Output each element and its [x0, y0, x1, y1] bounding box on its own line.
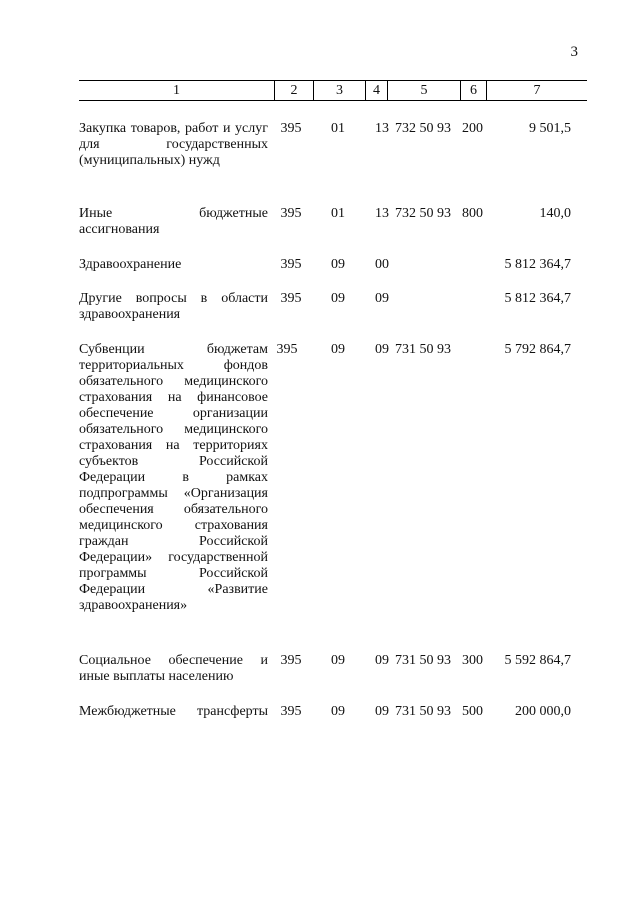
row-subsection: 13	[375, 206, 389, 221]
row-amount: 5 812 364,7	[504, 257, 571, 272]
row-amount: 9 501,5	[529, 121, 571, 136]
row-name: Субвенции бюджетам территориальных фондов обязательного медицинского страхования на финансовое обеспечение организации обязательного медицинского страхования на территориях субъектов Российской Федерации в рамках подпрограммы «Организация обеспечения обязательного медицинского страхования граждан Российской Федерации» государственной программы Российской Федерации «Развитие здравоохранения»	[79, 342, 268, 613]
row-amount: 200 000,0	[515, 704, 571, 719]
row-section: 09	[331, 704, 345, 719]
row-name: Социальное обеспечение и иные выплаты населению	[79, 653, 268, 684]
row-subsection: 09	[375, 704, 389, 719]
row-code: 395	[280, 206, 302, 221]
page-number: 3	[570, 44, 578, 60]
row-expense-type: 500	[462, 704, 483, 719]
header-col-5: 5	[387, 81, 460, 100]
row-subsection: 09	[375, 653, 389, 668]
row-code: 395	[276, 342, 298, 357]
row-expense-type: 300	[462, 653, 483, 668]
header-col-1: 1	[173, 83, 180, 98]
row-code: 395	[280, 704, 302, 719]
row-section: 01	[331, 206, 345, 221]
header-col-4: 4	[365, 81, 387, 100]
row-code: 395	[280, 121, 302, 136]
row-subsection: 09	[375, 291, 389, 306]
table-header	[79, 80, 587, 101]
header-col-3: 3	[313, 81, 365, 100]
row-amount: 5 792 864,7	[504, 342, 571, 357]
row-code: 395	[280, 653, 302, 668]
row-subsection: 13	[375, 121, 389, 136]
row-section: 09	[331, 342, 345, 357]
row-amount: 5 812 364,7	[504, 291, 571, 306]
row-target-article: 732 50 93	[395, 121, 451, 136]
row-amount: 140,0	[539, 206, 571, 221]
row-subsection: 09	[375, 342, 389, 357]
header-col-2: 2	[274, 81, 313, 100]
header-col-6: 6	[460, 81, 486, 100]
row-name: Другие вопросы в области здравоохранения	[79, 291, 268, 322]
row-target-article: 732 50 93	[395, 206, 451, 221]
row-section: 09	[331, 257, 345, 272]
row-amount: 5 592 864,7	[504, 653, 571, 668]
row-expense-type: 800	[462, 206, 483, 221]
row-section: 01	[331, 121, 345, 136]
row-expense-type: 200	[462, 121, 483, 136]
row-target-article: 731 50 93	[395, 704, 451, 719]
row-name: Иные бюджетные ассигнования	[79, 206, 268, 237]
row-section: 09	[331, 291, 345, 306]
row-target-article: 731 50 93	[395, 342, 451, 357]
row-name: Закупка товаров, работ и услуг для государственных (муниципальных) нужд	[79, 121, 268, 168]
row-target-article: 731 50 93	[395, 653, 451, 668]
row-code: 395	[280, 257, 302, 272]
row-name: Межбюджетные трансферты	[79, 704, 268, 719]
row-name: Здравоохранение	[79, 257, 182, 272]
header-col-7: 7	[486, 81, 587, 100]
row-code: 395	[280, 291, 302, 306]
row-section: 09	[331, 653, 345, 668]
row-subsection: 00	[375, 257, 389, 272]
